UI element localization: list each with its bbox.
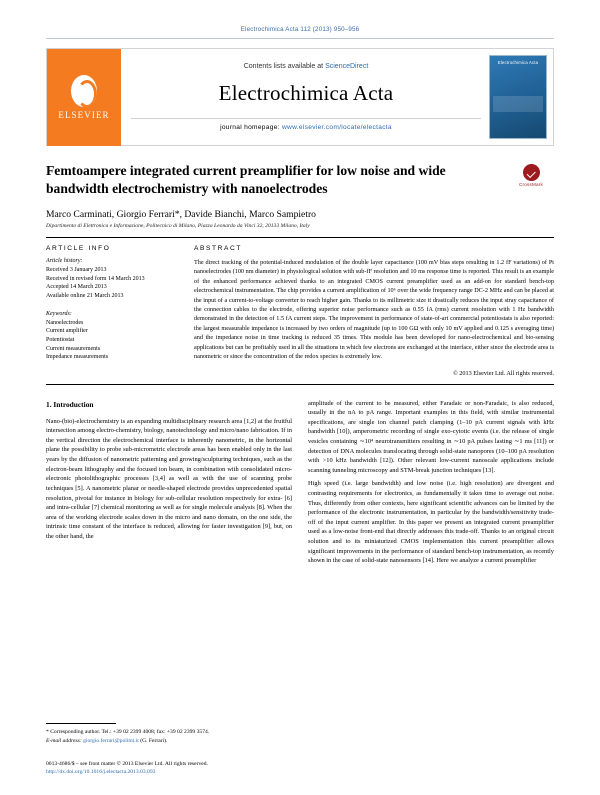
contents-prefix: Contents lists available at	[243, 63, 324, 71]
abstract-rule-bottom	[46, 384, 554, 385]
keyword-item: Current measurements	[46, 345, 101, 352]
body-columns	[46, 399, 554, 566]
history-item: Accepted 14 March 2013	[46, 284, 107, 291]
crossmark-badge-group[interactable]	[508, 164, 554, 187]
page-title: Femtoampere integrated current preamplifier for low noise and wide bandwidth electrochemistry with nanoelectrodes	[46, 163, 446, 196]
title-block	[46, 162, 554, 229]
sciencedirect-link[interactable]: ScienceDirect	[325, 63, 369, 71]
crossmark-icon	[523, 164, 540, 181]
abstract-text: The direct tracking of the potential-induced modulation of the double layer capacitance (100 mV bias steps resulting in 1.2 fF variations) of Pt nanoelectrodes (100 nm diameter) in physiological solution with sub-fF resolution and 10 ms response time is reported. This result is an example of the enhanced performance achieved thanks to an integrated CMOS current preamplifier used as an add-on for standard bench-top electrochemical instrumentation. The chip provides a current amplification of 10⁶ over the wide frequency range DC-2 MHz and can be placed at the input of a current-to-voltage converter to reach higher gain. Thanks to its millimetric size it drastically reduces the input stray capacitance of the connection cables to the electrode, offering superior noise performance such as 0.55 fA (rms) current resolution with 1 Hz bandwidth demonstrated in the detection of 1.5 fA current steps. The improvement in performance of state-of-art commercial potentiostats is also reported: the largest measurable impedance is increased by two orders of magnitude (up to 100 GΩ with only 10 mV applied and 0.125 s averaging time) and the impedance noise in time tracking is reduced 35 times. This module has been developed for nano-electrochemical and bio-sensing applications but can be profitably used in all the situations in which few electrons are exchanged at the interface, either since the electrode area is nanometric or since the concentration of the redox species is extremely low.	[194, 258, 554, 361]
journal-homepage-bar	[131, 118, 481, 131]
email-label: E-mail address:	[46, 737, 82, 744]
body-column-left	[46, 399, 292, 566]
keyword-item: Impedance measurements	[46, 354, 109, 361]
info-abstract-row	[46, 245, 554, 377]
email-person: (G. Ferrari).	[140, 737, 168, 744]
contents-line	[244, 63, 369, 70]
issn-copyright-line: 0013-4686/$ – see front matter © 2013 Elsevier Ltd. All rights reserved.	[46, 760, 208, 767]
homepage-url[interactable]: www.elsevier.com/locate/electacta	[281, 124, 392, 132]
info-rule-top	[46, 237, 554, 238]
footnote-block	[46, 723, 290, 745]
header-rule	[46, 38, 554, 39]
affiliation: Dipartimento di Elettronica e Informazione, Politecnico di Milano, Piazza Leonardo da Vinci 32, 20133 Milano, Italy	[46, 222, 310, 229]
elsevier-tree-icon	[71, 75, 97, 107]
keyword-item: Nanoelectrodes	[46, 319, 84, 326]
homepage-label: journal homepage:	[220, 124, 280, 132]
keywords-label: Keywords:	[46, 310, 72, 317]
article-history-label: Article history:	[46, 257, 83, 264]
article-info-heading: ARTICLE INFO	[46, 244, 111, 252]
keyword-item: Potentiostat	[46, 337, 75, 343]
keyword-item: Current amplifier	[46, 328, 88, 335]
crossmark-label: CrossMark	[518, 182, 543, 187]
paragraph: High speed (i.e. large bandwidth) and low noise (i.e. high resolution) are divergent and contrasting requirements for electronics, as fundamentally it takes time to average out noise. Thus, differently from other contexts, here significant scientific advances can be limited by the performance of the electronic instrumentation, in particular by the bandwidth/sensitivity trade-off of the input current amplifier. In this paper we present an integrated current preamplifier used as a low-noise front-end that directly addresses this trade-off. Thanks to an original circuit solution and to its miniaturized CMOS implementation this current preamplifier allows significant improvements in the performance of standard bench-top instrumentation, as recently shown in the case of solid-state nanosensors [14]. Here we analyze a current preamplifier	[308, 480, 554, 565]
abstract-heading: ABSTRACT	[194, 244, 242, 252]
corresponding-author-note: * Corresponding author. Tel.: +39 02 2399 4008; fax: +39 02 2399 3574.	[46, 729, 210, 736]
article-info-column	[46, 245, 194, 377]
masthead-center	[131, 49, 481, 146]
history-item: Available online 21 March 2013	[46, 292, 124, 299]
publisher-name: ELSEVIER	[58, 109, 110, 120]
running-head: Electrochimica Acta 112 (2013) 950–956	[240, 26, 360, 33]
journal-masthead	[46, 48, 554, 146]
paragraph: amplitude of the current to be measured, either Faradaic or non-Faradaic, is also reduced, usually in the nA to pA range. Important examples in this field, with similar instrumental specifications, are single ion channel patch clamping (1–10 pA current signals with kHz bandwidth [10]), amperometric recording of single exo-cytotic events (i.e. the release of single vesicles containing ∼10⁴ neurotransmitters resulting in ∼10 pA pulses lasting ∼1 ms [11]) or detection of DNA molecules translocating through solid-state nanopores (10–100 pA resolution with >10 kHz bandwidth [12]). Other relevant low-current nanoscale applications include scanning tunneling microscopy and STM-break junction techniques [13].	[308, 399, 554, 474]
journal-cover-thumbnail	[489, 55, 547, 139]
body-column-right	[308, 399, 554, 566]
abstract-column	[194, 245, 554, 377]
email-link[interactable]: giorgio.ferrari@polimi.it	[83, 737, 139, 744]
doi-link[interactable]: http://dx.doi.org/10.1016/j.electacta.2013.03.093	[46, 769, 156, 776]
footer-block	[46, 760, 346, 777]
footnote-rule	[46, 723, 116, 724]
section-heading-introduction: 1. Introduction	[46, 399, 94, 409]
journal-title: Electrochimica Acta	[218, 81, 394, 106]
history-item: Received 3 January 2013	[46, 266, 107, 273]
abstract-copyright: © 2013 Elsevier Ltd. All rights reserved.	[453, 369, 554, 377]
cover-title: Electrochimica Acta	[497, 60, 539, 65]
paragraph: Nano-(bio)-electrochemistry is an expanding multidisciplinary research area [1,2] at the fruitful intersection among electro-chemistry, biology, nanotechnology and micro/nano fabrication. If in the vertical direction the electrochemical interface is inherently nanometric, in the horizontal plane the possibility to probe sub-micrometric electrode areas has been enabled only in the last years by the diffusion of nanometric patterning and growing/sculpturing techniques, such as the electron-beam lithography and the focused ion beam, in combination with consolidated micro-electronic photolithographic processes [3,4] as well as with the use of scanning probe techniques [5]. A nanometric planar or needle-shaped electrode provides unprecedented spatial resolution, pivotal for instance in biology for sub-cellular resolution respectively for extra- [6] and intra-cellular [7] chemical monitoring as well as for single molecule analysis [8]. When the area of the working electrode scales down in the micro and nano domain, on the one side, the intrinsic time constant of the interface is reduced, allowing for faster investigation [9], but, on the other hand, the	[46, 417, 292, 540]
cover-band	[493, 96, 543, 112]
elsevier-logo	[47, 49, 121, 146]
author-list: Marco Carminati, Giorgio Ferrari*, Davide Bianchi, Marco Sampietro	[46, 208, 316, 220]
history-item: Received in revised form 14 March 2013	[46, 275, 145, 282]
